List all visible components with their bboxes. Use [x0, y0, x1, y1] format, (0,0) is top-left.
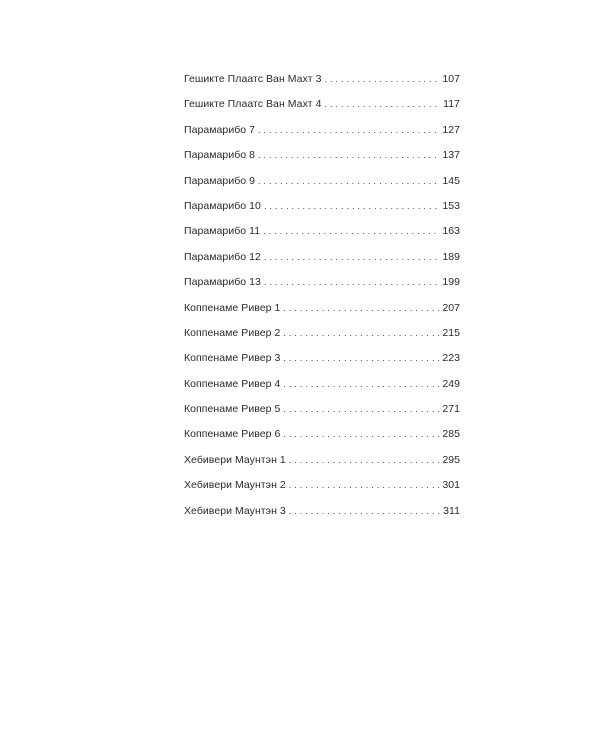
toc-entry[interactable]	[184, 200, 460, 225]
toc-entry-page: 189	[442, 250, 460, 263]
toc-leader-dots	[283, 353, 439, 363]
toc-entry-title: Коппенаме Ривер 5	[184, 403, 281, 416]
toc-leader-dots	[283, 379, 439, 389]
toc-leader-dots	[264, 252, 439, 262]
toc-entry[interactable]	[184, 378, 460, 403]
toc-entry[interactable]	[184, 454, 460, 479]
toc-entry[interactable]	[184, 276, 460, 301]
toc-entry-page: 215	[442, 326, 460, 339]
toc-entry[interactable]	[184, 505, 460, 530]
toc-entry-title: Парамарибо 10	[184, 199, 261, 212]
toc-entry-title: Парамарибо 7	[184, 123, 256, 136]
toc-entry-page: 117	[443, 98, 460, 111]
toc-entry-title: Коппенаме Ривер 6	[184, 428, 281, 441]
toc-entry[interactable]	[184, 479, 460, 504]
toc-entry-title: Хебивери Маунтэн 1	[184, 453, 286, 466]
toc-leader-dots	[258, 150, 439, 160]
toc-entry-title: Коппенаме Ривер 1	[184, 301, 281, 314]
toc-entry-title: Гешикте Плаатс Ван Махт 3	[184, 73, 322, 85]
toc-entry-title: Парамарибо 11	[184, 225, 261, 238]
toc-entry[interactable]	[184, 403, 460, 428]
toc-leader-dots	[283, 429, 439, 439]
toc-entry-title: Гешикте Плаатс Ван Махт 4	[184, 98, 322, 111]
toc-entry-page: 137	[442, 149, 460, 162]
toc-entry-title: Хебивери Маунтэн 2	[184, 479, 286, 492]
toc-entry-page: 199	[442, 276, 460, 289]
toc-entry[interactable]	[184, 352, 460, 377]
toc-entry[interactable]	[184, 251, 460, 276]
toc-leader-dots	[258, 176, 439, 186]
toc-entry-title: Парамарибо 9	[184, 174, 256, 187]
toc-entry[interactable]	[184, 124, 460, 149]
table-of-contents	[184, 73, 460, 530]
toc-entry[interactable]	[184, 149, 460, 174]
toc-leader-dots	[258, 125, 439, 135]
toc-entry-page: 127	[442, 123, 460, 136]
toc-leader-dots	[283, 303, 439, 313]
toc-entry-title: Хебивери Маунтэн 3	[184, 504, 286, 517]
toc-leader-dots	[264, 201, 439, 211]
toc-entry-page: 153	[442, 199, 460, 212]
toc-leader-dots	[283, 328, 439, 338]
toc-leader-dots	[264, 277, 439, 287]
toc-entry-page: 311	[443, 504, 460, 517]
toc-entry-page: 163	[442, 225, 460, 238]
toc-entry-page: 107	[442, 73, 460, 85]
toc-entry-page: 271	[442, 403, 460, 416]
toc-leader-dots	[283, 404, 439, 414]
toc-entry-title: Парамарибо 8	[184, 149, 256, 162]
toc-entry[interactable]	[184, 175, 460, 200]
toc-entry-title: Коппенаме Ривер 3	[184, 352, 281, 365]
toc-entry-title: Коппенаме Ривер 4	[184, 377, 281, 390]
toc-entry[interactable]	[184, 98, 460, 123]
toc-entry-page: 223	[442, 352, 460, 365]
toc-leader-dots	[263, 226, 439, 236]
toc-leader-dots	[324, 74, 439, 84]
toc-entry-page: 249	[442, 377, 460, 390]
toc-entry-title: Парамарибо 12	[184, 250, 261, 263]
toc-leader-dots	[289, 480, 440, 490]
toc-entry-page: 285	[442, 428, 460, 441]
toc-entry-page: 207	[442, 301, 460, 314]
toc-entry-page: 301	[442, 479, 460, 492]
toc-leader-dots	[289, 506, 440, 516]
toc-entry-title: Коппенаме Ривер 2	[184, 326, 281, 339]
toc-leader-dots	[324, 99, 440, 109]
toc-entry-page: 145	[442, 174, 460, 187]
toc-entry[interactable]	[184, 225, 460, 250]
toc-entry-page: 295	[442, 453, 460, 466]
toc-entry[interactable]	[184, 302, 460, 327]
toc-leader-dots	[289, 455, 440, 465]
toc-entry-title: Парамарибо 13	[184, 276, 261, 289]
toc-entry[interactable]	[184, 327, 460, 352]
toc-entry[interactable]	[184, 428, 460, 453]
toc-entry[interactable]	[184, 73, 460, 98]
